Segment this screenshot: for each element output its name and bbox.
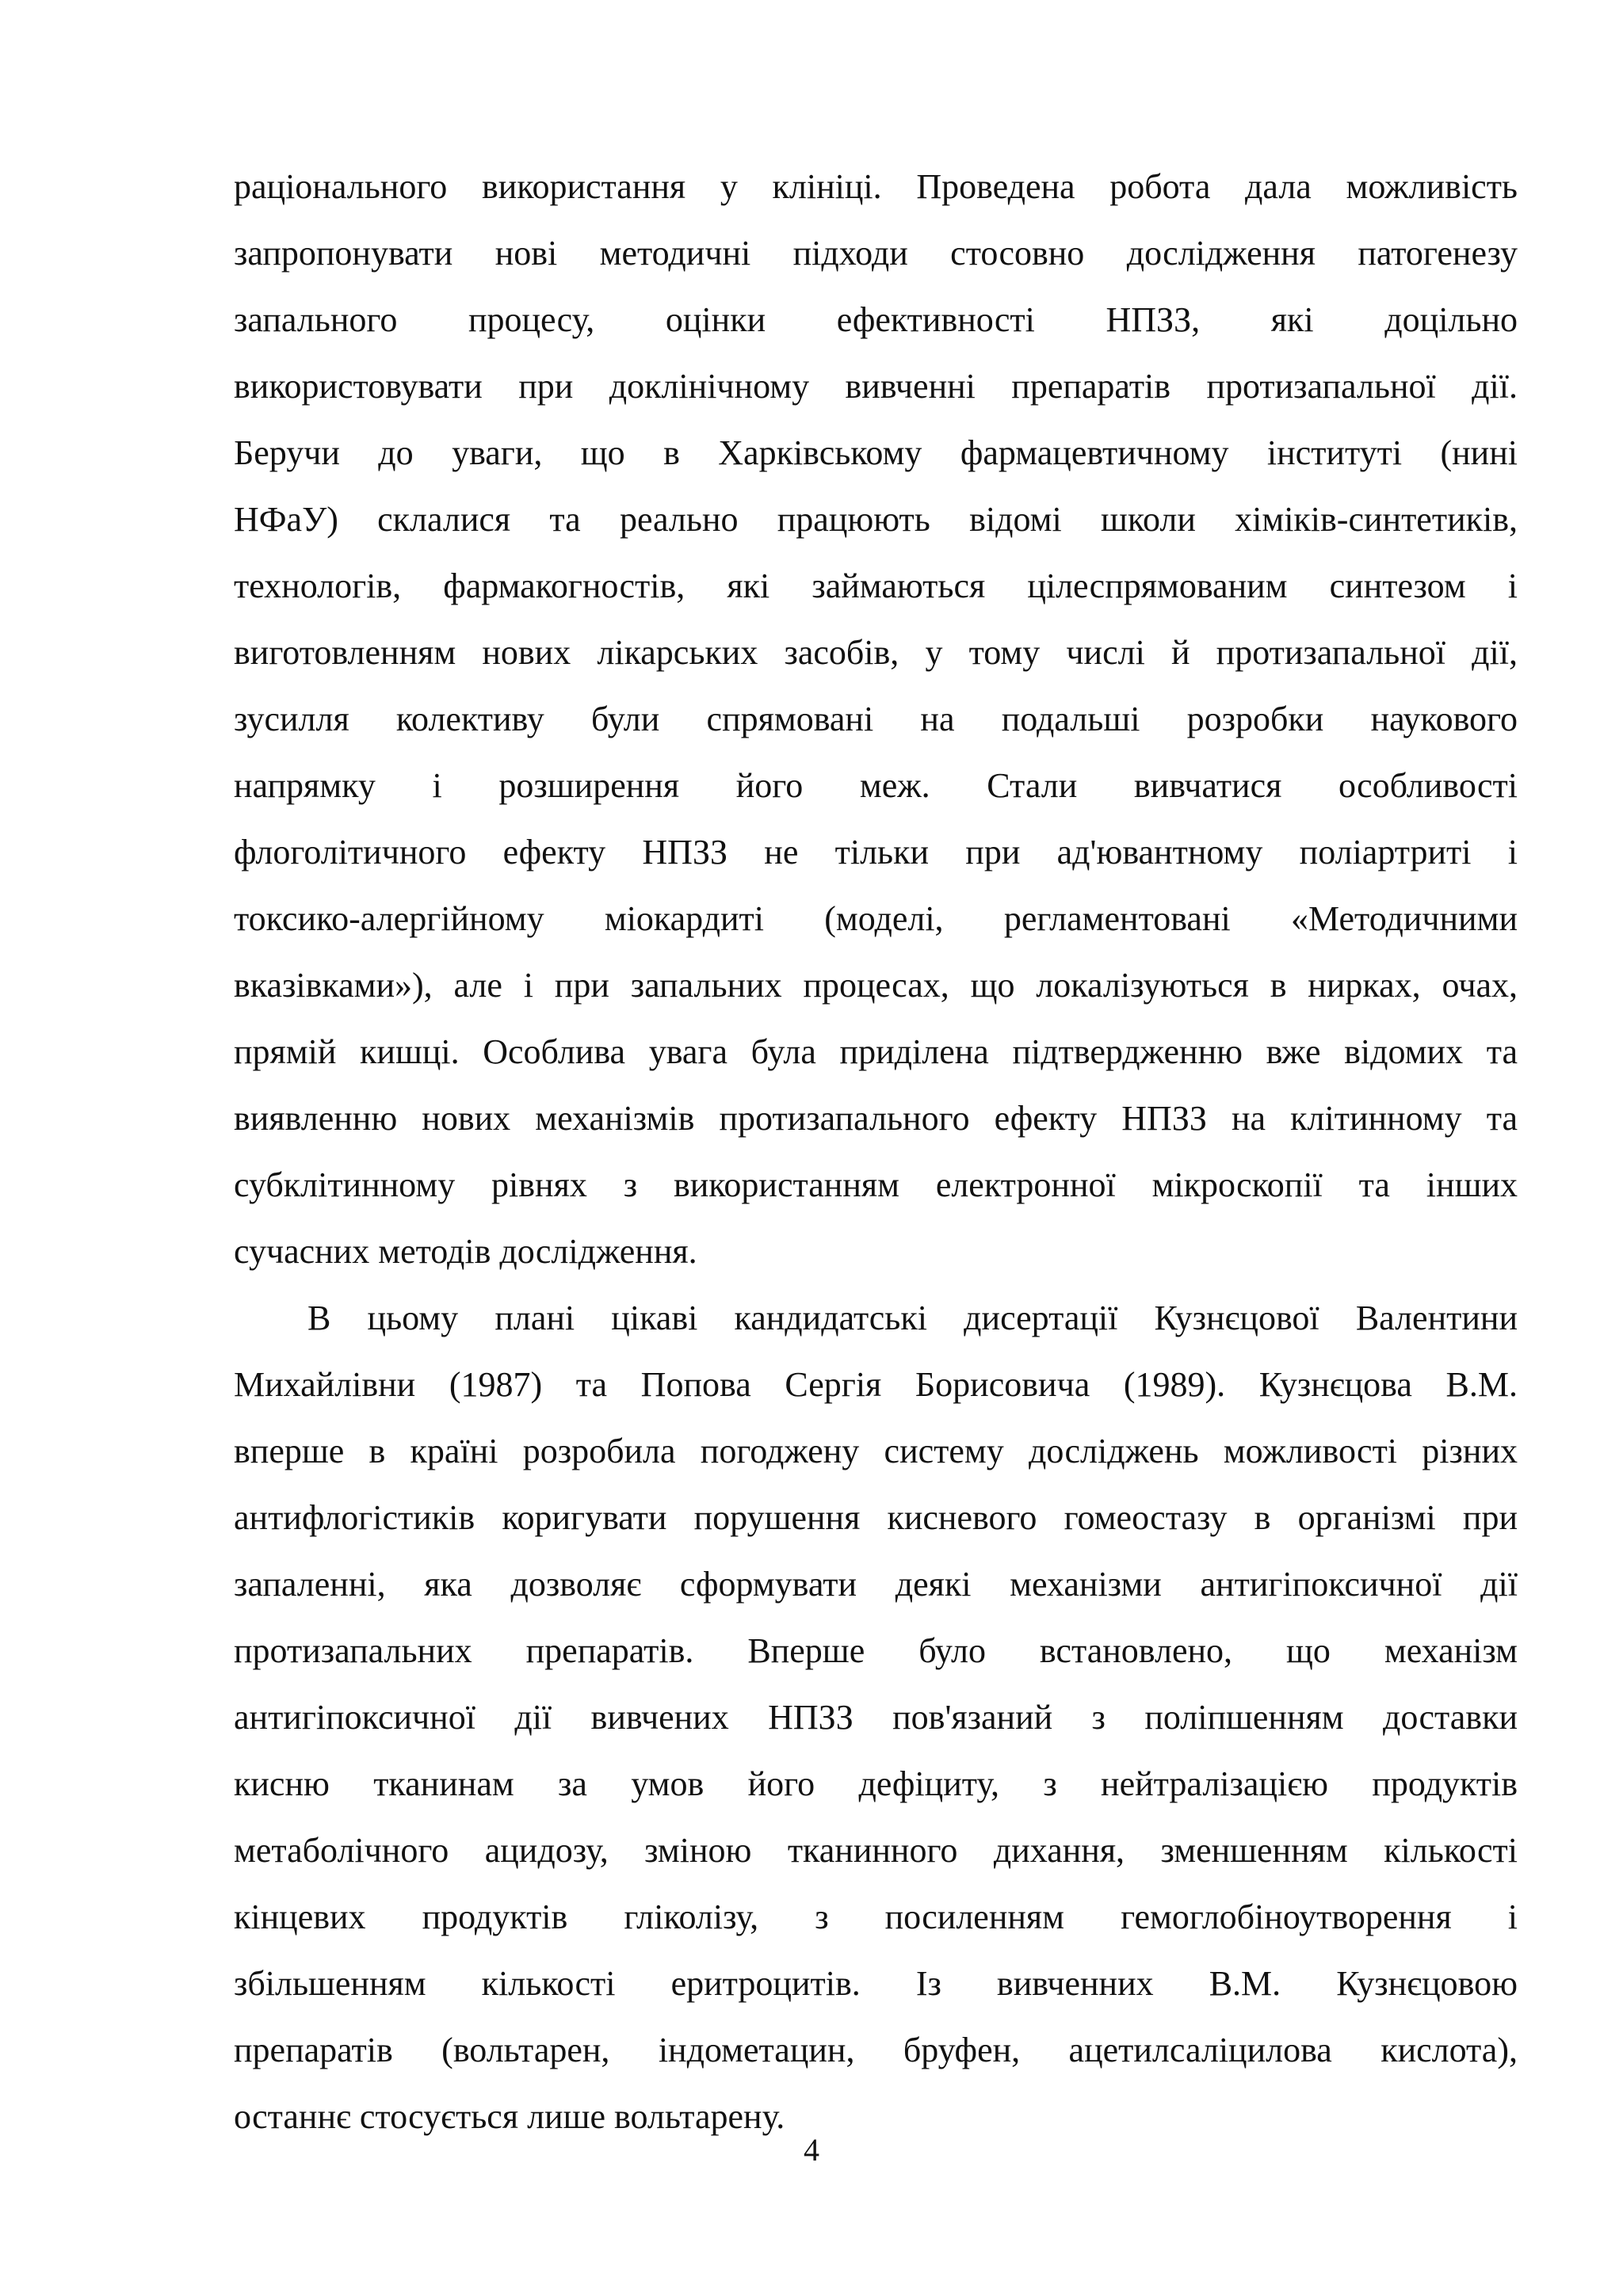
text-line: технологів, фармакогностів, які займаються цілеспрямованим синтезом і: [234, 566, 1518, 605]
body-text: [234, 154, 1518, 2150]
text-line: кінцевих продуктів гліколізу, з посиленням гемоглобіноутворення і: [234, 1897, 1518, 1936]
text-line: раціонального використання у клініці. Проведена робота дала можливість: [234, 167, 1518, 206]
text-line: антифлогістиків коригувати порушення кисневого гомеостазу в організмі при: [234, 1498, 1518, 1537]
page-number: 4: [804, 2132, 819, 2168]
text-line: виявленню нових механізмів протизапального ефекту НПЗЗ на клітинному та: [234, 1099, 1518, 1138]
text-line: запропонувати нові методичні підходи стосовно дослідження патогенезу: [234, 234, 1518, 273]
text-line: антигіпоксичної дії вивчених НПЗЗ пов'язаний з поліпшенням доставки: [234, 1698, 1518, 1737]
text-line: збільшенням кількості еритроцитів. Із вивченних В.М. Кузнєцовою: [234, 1964, 1518, 2003]
text-line: прямій кишці. Особлива увага була приділена підтвердженню вже відомих та: [234, 1032, 1518, 1071]
paragraph-end-line: останнє стосується лише вольтарену.: [234, 2097, 785, 2136]
text-line: протизапальних препаратів. Вперше було встановлено, що механізм: [234, 1631, 1518, 1670]
text-line: кисню тканинам за умов його дефіциту, з нейтралізацією продуктів: [234, 1764, 1518, 1803]
text-line: вперше в країні розробила погоджену систему досліджень можливості різних: [234, 1432, 1518, 1470]
text-line: метаболічного ацидозу, зміною тканинного дихання, зменшенням кількості: [234, 1831, 1518, 1870]
text-line: напрямку і розширення його меж. Стали вивчатися особливості: [234, 766, 1518, 805]
paragraph-end-line: сучасних методів дослідження.: [234, 1232, 697, 1271]
text-line: запаленні, яка дозволяє сформувати деякі механізми антигіпоксичної дії: [234, 1565, 1518, 1604]
text-line: субклітинному рівнях з використанням електронної мікроскопії та інших: [234, 1165, 1518, 1204]
text-line: препаратів (вольтарен, індометацин, бруфен, ацетилсаліцилова кислота),: [234, 2031, 1518, 2069]
text-line: НФаУ) склалися та реально працюють відомі школи хіміків-синтетиків,: [234, 500, 1518, 539]
text-line: флоголітичного ефекту НПЗЗ не тільки при ад'ювантному поліартриті і: [234, 833, 1518, 871]
text-line: токсико-алергійному міокардиті (моделі, регламентовані «Методичними: [234, 899, 1518, 938]
text-line: Беручи до уваги, що в Харківському фармацевтичному інституті (нині: [234, 433, 1518, 472]
text-line: Михайлівни (1987) та Попова Сергія Борисовича (1989). Кузнєцова В.М.: [234, 1365, 1518, 1404]
text-line: запального процесу, оцінки ефективності НПЗЗ, які доцільно: [234, 300, 1518, 339]
text-line: виготовленням нових лікарських засобів, у тому числі й протизапальної дії,: [234, 633, 1518, 672]
paragraph-first-line: В цьому плані цікаві кандидатські дисертації Кузнєцової Валентини: [307, 1299, 1518, 1337]
text-line: використовувати при доклінічному вивченні препаратів протизапальної дії.: [234, 367, 1518, 406]
text-line: зусилля колективу були спрямовані на подальші розробки наукового: [234, 700, 1518, 738]
text-line: вказівками»), але і при запальних процесах, що локалізуються в нирках, очах,: [234, 966, 1518, 1005]
